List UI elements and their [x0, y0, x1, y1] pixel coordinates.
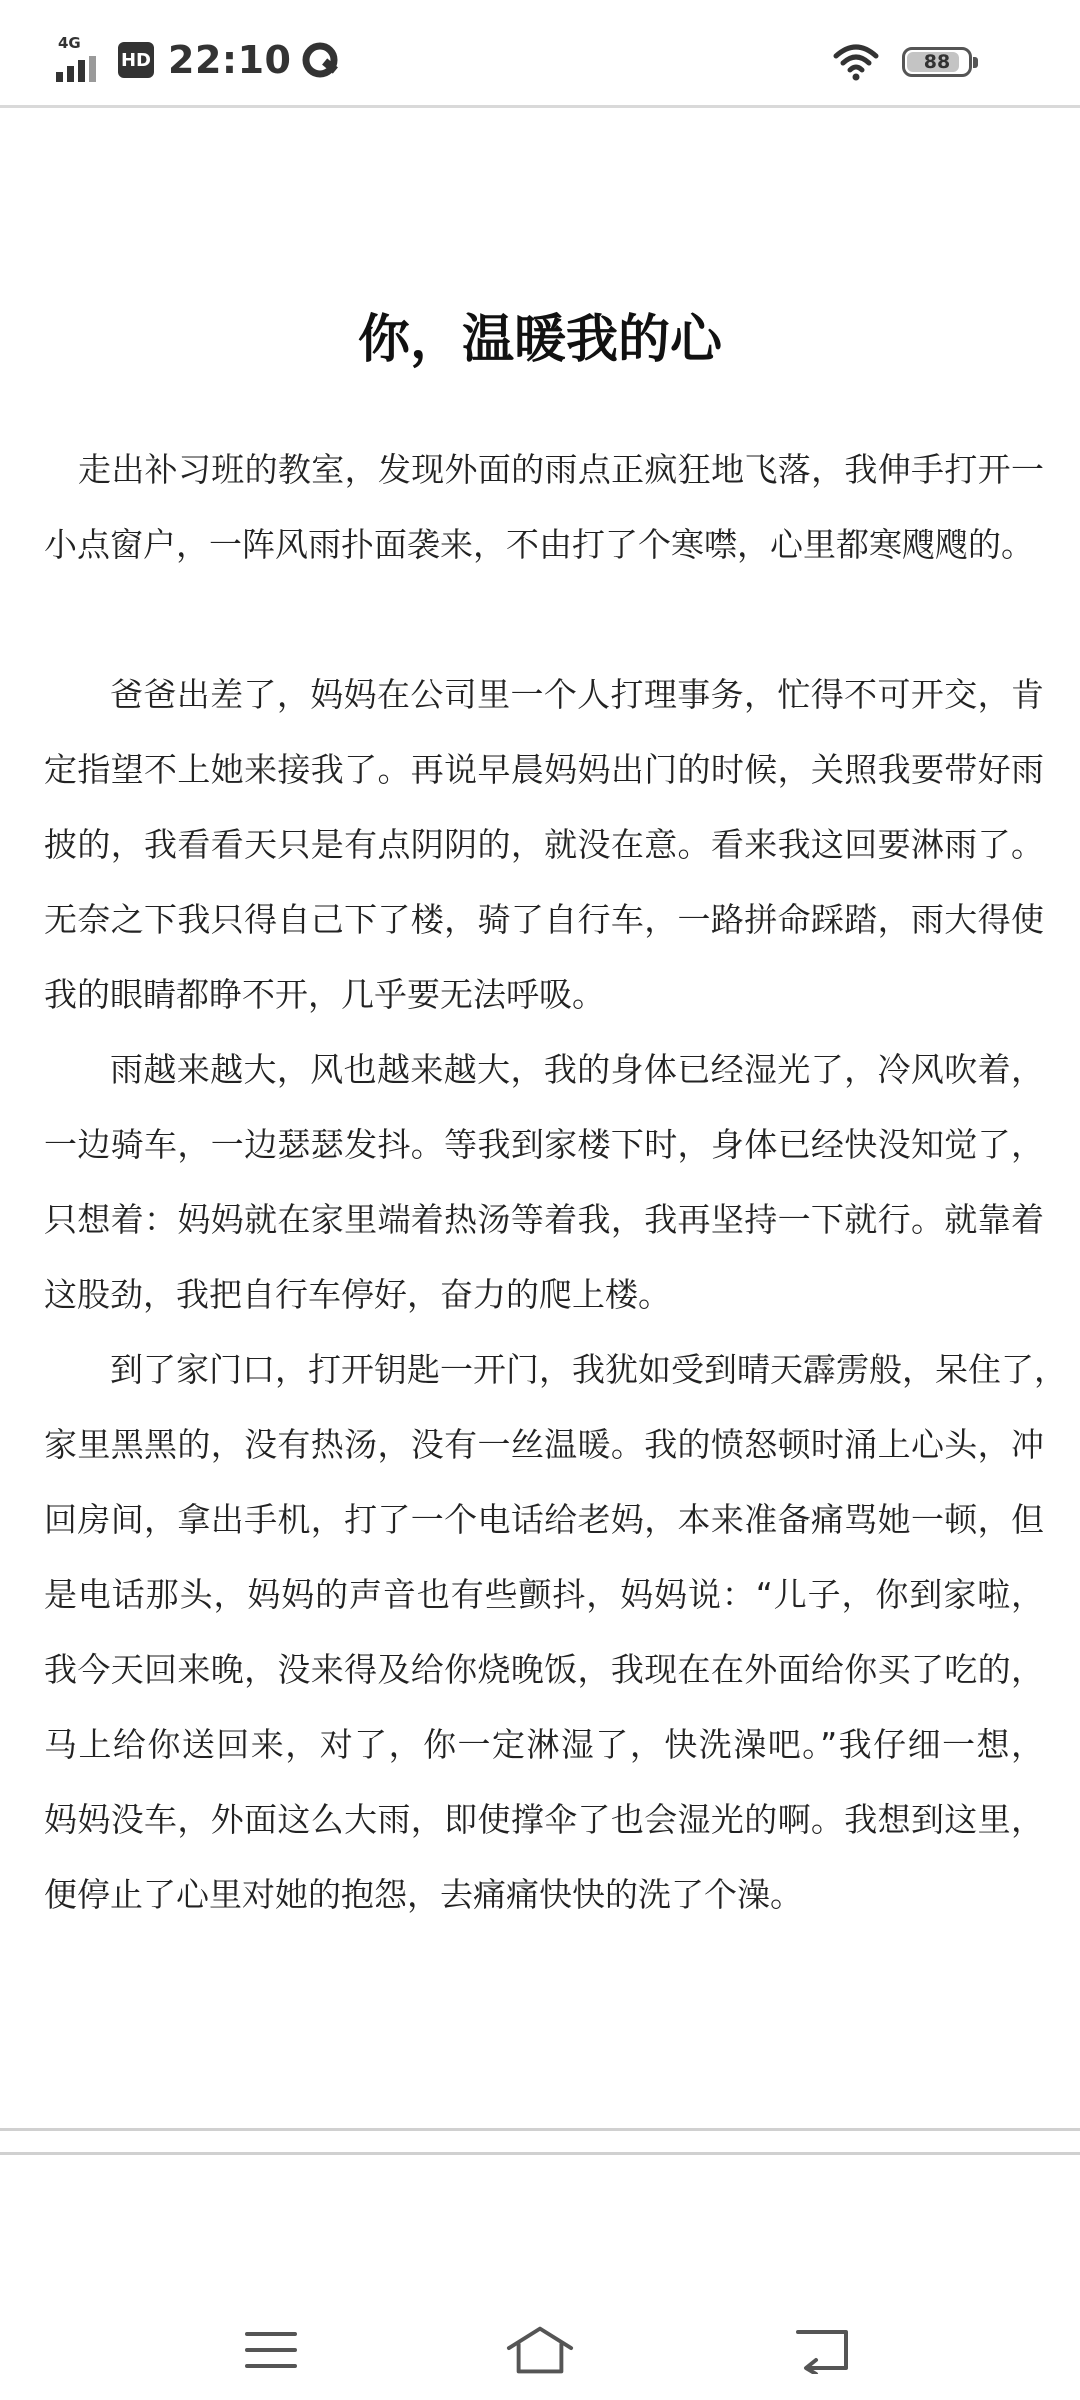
article-body — [44, 432, 1067, 1932]
paragraph-line: 到了家门口，打开钥匙一开门，我犹如受到晴天霹雳般，呆住了， — [110, 1350, 1067, 1389]
home-button[interactable] — [505, 2320, 575, 2380]
nav-divider — [0, 2152, 1080, 2155]
paragraph-line: 家里黑黑的，没有热汤，没有一丝温暖。我的愤怒顿时涌上心头，冲 — [44, 1425, 1044, 1464]
paragraph-line: 走出补习班的教室，发现外面的雨点正疯狂地飞落，我伸手打开一 — [78, 450, 1044, 489]
back-button[interactable] — [788, 2320, 858, 2380]
paragraph-line: 小点窗户，一阵风雨扑面袭来，不由打了个寒噤，心里都寒飕飕的。 — [44, 525, 1034, 564]
status-time: 22:10 — [168, 38, 292, 82]
paragraph-line: 便停止了心里对她的抱怨，去痛痛快快的洗了个澡。 — [44, 1875, 803, 1914]
back-icon — [794, 2326, 852, 2374]
menu-icon — [243, 2328, 299, 2372]
battery-icon — [902, 47, 972, 77]
paragraph-line: 爸爸出差了，妈妈在公司里一个人打理事务，忙得不可开交，肯 — [110, 675, 1044, 714]
navigation-bar — [0, 2280, 1080, 2400]
article-paragraph — [44, 432, 1044, 582]
home-icon — [505, 2324, 575, 2376]
article-paragraph — [44, 1332, 1067, 1932]
paragraph-line: 披的，我看看天只是有点阴阴的，就没在意。看来我这回要淋雨了。 — [44, 825, 1044, 864]
article-title: 你，温暖我的心 — [357, 310, 722, 370]
paragraph-line: 是电话那头，妈妈的声音也有些颤抖，妈妈说：“儿子，你到家啦， — [44, 1575, 1044, 1614]
status-bar-left — [56, 36, 341, 84]
app-notification-icon — [301, 40, 341, 80]
paragraph-line: 妈妈没车，外面这么大雨，即使撑伞了也会湿光的啊。我想到这里， — [44, 1800, 1044, 1839]
menu-button[interactable] — [236, 2320, 306, 2380]
paragraph-line: 我的眼睛都睁不开，几乎要无法呼吸。 — [44, 975, 605, 1014]
article-paragraph — [44, 657, 1044, 1032]
status-bar-right — [832, 38, 972, 86]
hd-icon: HD — [118, 42, 154, 78]
battery-cap — [973, 57, 978, 68]
paragraph-line: 一边骑车，一边瑟瑟发抖。等我到家楼下时，身体已经快没知觉了， — [44, 1125, 1044, 1164]
network-type-label: 4G — [58, 34, 81, 52]
paragraph-gap — [44, 582, 1044, 657]
article-paragraph — [44, 1032, 1044, 1332]
battery-level: 88 — [923, 51, 951, 73]
paragraph-line: 只想着：妈妈就在家里端着热汤等着我，我再坚持一下就行。就靠着 — [44, 1200, 1044, 1239]
signal-icon — [56, 34, 104, 82]
status-bar — [0, 0, 1080, 108]
paragraph-line: 马上给你送回来，对了，你一定淋湿了，快洗澡吧。”我仔细一想， — [44, 1725, 1044, 1764]
wifi-icon — [832, 42, 880, 82]
paragraph-line: 雨越来越大，风也越来越大，我的身体已经湿光了，冷风吹着， — [110, 1050, 1044, 1089]
paragraph-line: 无奈之下我只得自己下了楼，骑了自行车，一路拼命踩踏，雨大得使 — [44, 900, 1044, 939]
content-divider — [0, 2128, 1080, 2131]
paragraph-line: 定指望不上她来接我了。再说早晨妈妈出门的时候，关照我要带好雨 — [44, 750, 1044, 789]
paragraph-line: 这股劲，我把自行车停好，奋力的爬上楼。 — [44, 1275, 671, 1314]
paragraph-line: 回房间，拿出手机，打了一个电话给老妈，本来准备痛骂她一顿，但 — [44, 1500, 1044, 1539]
paragraph-line: 我今天回来晚，没来得及给你烧晚饭，我现在在外面给你买了吃的， — [44, 1650, 1044, 1689]
